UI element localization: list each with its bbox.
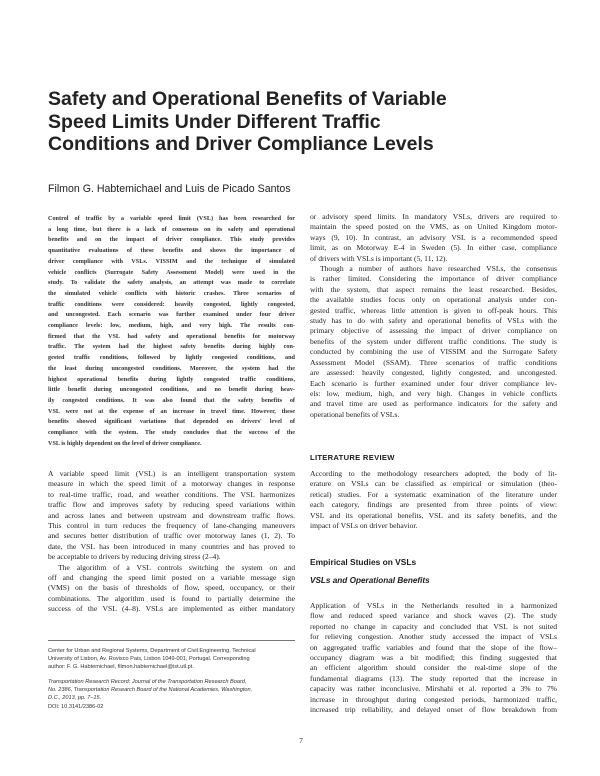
body-line: maintain the speed posted on the VMS, as on United Kingdom motor- bbox=[310, 222, 557, 232]
body-line: The algorithm of a VSL controls switching the system on and bbox=[58, 562, 295, 572]
body-line: capacity was rather inconclusive. Mirshahi et al. reported a 3% to 7% bbox=[310, 684, 557, 694]
literature-review-text bbox=[310, 469, 557, 531]
body-line: for relieving congestion. Another study accessed the impact of VSLs bbox=[310, 632, 557, 642]
abstract-line: study. To validate the safety analysis, an attempt was made to correlate bbox=[48, 279, 295, 287]
body-line: primary objective of assessing the impact of driver compliance on bbox=[310, 326, 557, 336]
body-line: impact of VSLs on driver behavior. bbox=[310, 521, 418, 531]
body-line: study has to do with safety and operational benefits of VSLs with the bbox=[310, 316, 557, 326]
abstract-line: VSL is highly dependent on the level of driver compliance. bbox=[48, 439, 202, 447]
body-line: date, the VSL has been introduced in many countries and has proved to bbox=[48, 541, 295, 551]
body-line: each category, findings are presented from three points of view: bbox=[310, 500, 557, 510]
abstract-line: the simulated vehicle conflicts with historic crashes. Three scenarios of bbox=[48, 289, 295, 297]
footnote-journal bbox=[48, 678, 295, 711]
abstract-line: traffic. The system had the highest safety benefits during highly con- bbox=[48, 343, 295, 351]
body-line: is rather limited. Considering the importance of driver compliance bbox=[310, 274, 557, 284]
footnote-affiliation bbox=[48, 647, 295, 672]
abstract-line: a long time, but there is a lack of consensus on its safety and operational bbox=[48, 225, 295, 233]
footnote-line: Center for Urban and Regional Systems, Department of Civil Engineering, Technical bbox=[48, 648, 256, 654]
body-line: or advisory speed limits. In mandatory VSLs, drivers are required to bbox=[310, 212, 557, 221]
page-number: 7 bbox=[299, 736, 303, 745]
footnote-line: DOI: 10.3141/2386-02 bbox=[48, 703, 104, 710]
abstract-line: VSL were not at the expense of an increase in travel time. However, these bbox=[48, 407, 295, 415]
body-line: This control in turn reduces the frequency of lane-changing maneuvers bbox=[48, 521, 295, 531]
body-line: (VMS) on the basis of thresholds of flow, speed, occupancy, or their bbox=[48, 583, 295, 593]
paper-title bbox=[48, 88, 548, 156]
body-line: traffic flow and improves safety by reducing speed variations within bbox=[48, 500, 295, 510]
abstract bbox=[48, 214, 295, 449]
footnote-line: D.C., 2013, pp. 7–15. bbox=[48, 695, 102, 702]
body-line: limit, as on Motorway E-4 in Sweden (5). In either case, compliance bbox=[310, 243, 557, 253]
body-line: measure in which the speed limit of a motorway changes in response bbox=[48, 479, 295, 489]
body-line: reported no change in capacity and concluded that VSL is not suited bbox=[310, 621, 557, 631]
abstract-line: firmed that the VSL had safety and operational benefits for motorway bbox=[48, 332, 295, 340]
abstract-line: compliance with the system. The study concludes that the success of the bbox=[48, 429, 295, 437]
abstract-line: benefits showed significant variations that depended on drivers' level of bbox=[48, 418, 295, 426]
body-line: increased trip reliability, and delayed onset of flow breakdown from bbox=[310, 705, 557, 715]
abstract-line: and uncongested. Each scenario was further examined under four driver bbox=[48, 311, 295, 319]
body-line: Though a number of authors have researched VSLs, the consensus bbox=[320, 264, 557, 274]
footnote-line: Transportation Research Record: Journal of the Transportation Research Board, bbox=[48, 679, 247, 685]
body-line: on aggregated traffic variables and found that the slope of the flow– bbox=[310, 642, 557, 652]
body-line: Each scenario is further examined under four driver compliance lev- bbox=[310, 378, 557, 388]
footnote-line: author: F. G. Habtemichael, filmon.habtemichael@ist.utl.pt. bbox=[48, 664, 194, 671]
body-line: and across lanes and between upstream and downstream traffic flows. bbox=[48, 510, 295, 520]
body-line: Application of VSLs in the Netherlands resulted in a harmonized bbox=[310, 601, 557, 610]
body-line: Assessment Model (SSAM). Three scenarios of traffic conditions bbox=[310, 357, 557, 367]
body-line: operational benefits of VSLs. bbox=[310, 409, 400, 419]
body-line: VSL and its operational benefits, VSL and its safety benefits, and the bbox=[310, 510, 557, 520]
body-line: According to the methodology researchers adopted, the body of lit- bbox=[310, 469, 557, 478]
body-line: benefits of the system under different traffic conditions. The study is bbox=[310, 336, 557, 346]
footnote-line: No. 2386, Transportation Research Board of the National Academies, Washington, bbox=[48, 687, 253, 694]
subsubsection-heading-vsl-ops: VSLs and Operational Benefits bbox=[310, 576, 430, 585]
abstract-line: Control of traffic by a variable speed limit (VSL) has been researched for bbox=[48, 215, 295, 222]
abstract-line: traffic conditions were considered: heavily congested, lightly congested, bbox=[48, 300, 295, 308]
abstract-line: ily congested conditions. It was also found that the safety benefits of bbox=[48, 396, 295, 404]
abstract-line: highest operational benefits during lightly congested traffic conditions, bbox=[48, 375, 295, 383]
body-line: occupancy diagram was a bit modified; this finding suggested that bbox=[310, 653, 557, 663]
abstract-line: vehicle conflicts (Surrogate Safety Assessment Model) were used in the bbox=[48, 268, 295, 276]
title-line: Safety and Operational Benefits of Variable bbox=[48, 88, 447, 110]
body-line: and travel time are used as performance indicators for the safety and bbox=[310, 399, 557, 409]
abstract-line: little benefit during uncongested conditions, and no benefit during heav- bbox=[48, 386, 295, 394]
vsl-ops-text bbox=[310, 601, 557, 715]
authors: Filmon G. Habtemichael and Luis de Picado Santos bbox=[48, 183, 291, 195]
body-line: flow and reduced speed variance and shock waves (2). The study bbox=[310, 611, 557, 621]
footnote-rule bbox=[48, 640, 295, 641]
body-line: conducted by combining the use of VISSIM and the Surrogate Safety bbox=[310, 347, 557, 357]
body-line: combinations. The algorithm used is found to partially determine the bbox=[48, 593, 295, 603]
body-line: and secures better distribution of traffic over motorway lanes (1, 2). To bbox=[48, 531, 295, 541]
body-line: the available studies focus only on operational analysis under con- bbox=[310, 295, 557, 305]
body-line: to real-time traffic, road, and weather conditions. The VSL harmonizes bbox=[48, 489, 295, 499]
body-line: fundamental diagrams (13). The study reported that the increase in bbox=[310, 673, 557, 683]
body-line: retical) studies. For a systematic examination of the literature under bbox=[310, 489, 557, 499]
abstract-line: compliance levels: low, medium, high, and very high. The results con- bbox=[48, 322, 295, 330]
body-line: be acceptable to drivers by reducing driving stress (2–4). bbox=[48, 552, 221, 562]
body-line: success of the VSL (4–8). VSLs are implemented as either mandatory bbox=[48, 604, 295, 614]
body-line: increase in throughput during congested periods, harmonized traffic, bbox=[310, 694, 557, 704]
body-line: els: low, medium, high, and very high. Changes in vehicle conflicts bbox=[310, 388, 557, 398]
body-line: of drivers with VSLs is important (5, 11, 12). bbox=[310, 253, 448, 263]
section-heading-literature-review: LITERATURE REVIEW bbox=[310, 453, 395, 462]
body-line: ways (9, 10). In contrast, an advisory VSL is a recommended speed bbox=[310, 232, 557, 242]
footnote-line: University of Lisbon, Av. Rovisco Pais, Lisbon 1049-001, Portugal. Corresponding bbox=[48, 656, 250, 663]
title-line: Speed Limits Under Different Traffic bbox=[48, 110, 381, 133]
title-line: Conditions and Driver Compliance Levels bbox=[48, 133, 434, 155]
introduction bbox=[48, 469, 295, 615]
right-column-intro bbox=[310, 212, 557, 420]
body-line: off and changing the speed limit posted on a variable message sign bbox=[48, 573, 295, 583]
body-line: A variable speed limit (VSL) is an intelligent transportation system bbox=[48, 469, 295, 478]
body-line: are assessed: heavily congested, lightly congested, and uncongested. bbox=[310, 368, 557, 378]
subsection-heading-empirical: Empirical Studies on VSLs bbox=[310, 557, 417, 567]
body-line: with the system, that aspect remains the least researched. Besides, bbox=[310, 284, 557, 294]
abstract-line: quantitative evaluations of these benefits and shows the importance of bbox=[48, 247, 295, 255]
abstract-line: benefits and on the impact of driver compliance. This study provides bbox=[48, 236, 295, 244]
abstract-line: gested traffic conditions, followed by lightly congested conditions, and bbox=[48, 354, 295, 362]
body-line: erature on VSLs can be classified as empirical or simulation (theo- bbox=[310, 479, 557, 489]
body-line: gested traffic, whereas little attention is given to off-peak hours. This bbox=[310, 305, 557, 315]
body-line: an efficient algorithm should consider the real-time slope of the bbox=[310, 663, 557, 673]
abstract-line: the least during uncongested conditions. Moreover, the system had the bbox=[48, 364, 295, 372]
abstract-line: driver compliance with VSLs. VISSIM and the technique of simulated bbox=[48, 257, 295, 265]
